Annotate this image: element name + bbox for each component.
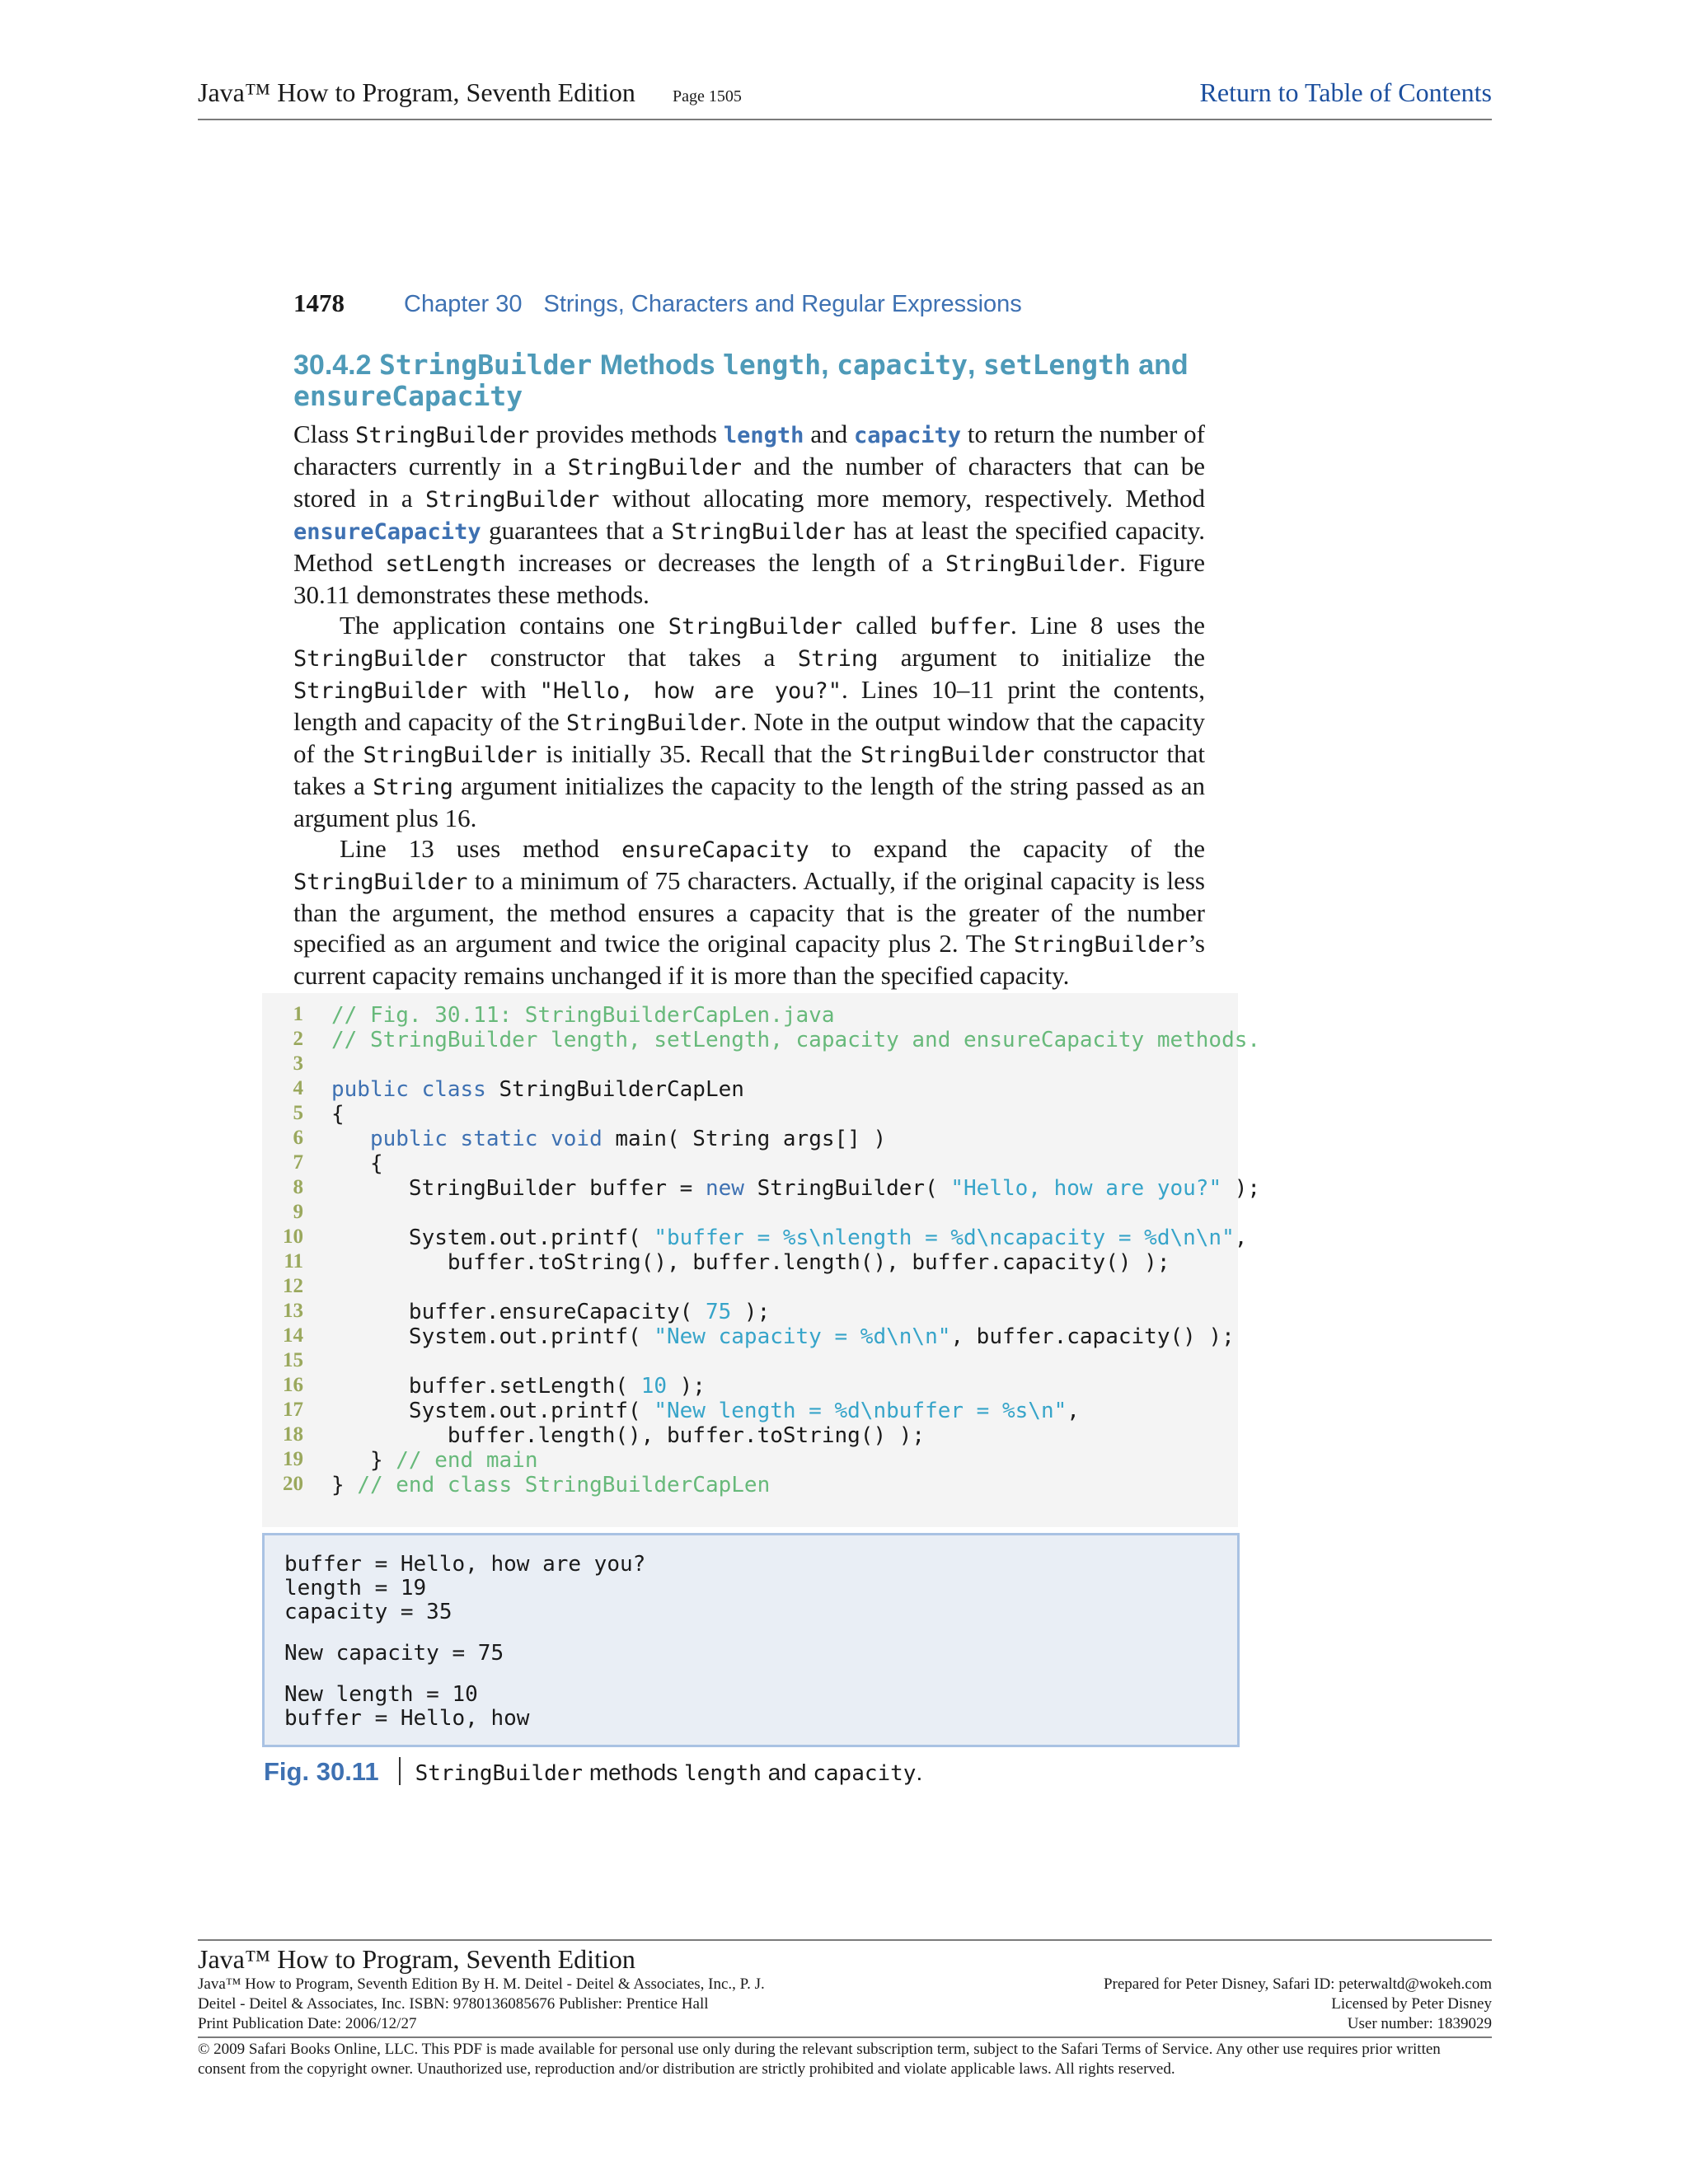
footer-title: Java™ How to Program, Seventh Edition [198, 1944, 635, 1974]
footer-row: Deitel - Deitel & Associates, Inc. ISBN: 9780136085676 Publisher: Prentice Hall Licensed by Peter Disney [198, 1995, 1492, 2013]
figure-caption: Fig. 30.11 StringBuilder methods length and capacity. [264, 1757, 923, 1786]
footer-row: Java™ How to Program, Seventh Edition By H. M. Deitel - Deitel & Associates, Inc., P. J. Prepared for Peter Disney, Safari ID: peterwaltd@wokeh.com [198, 1975, 1492, 1993]
page-footer [198, 1939, 1492, 2079]
code-listing: 1 // Fig. 30.11: StringBuilderCapLen.java 2 // StringBuilder length, setLength, capacity and ensureCapacity methods. 3 4 public class StringBuilderCapLen 5 { 6 public static void main( String args[] ) 7 { 8 StringBuilder buffer = new StringBuilder( "Hello, how are you?" ); 9 10 System.out.printf( "buffer = %s\nlength = %d\ncapacity = %d\n\n", 11 buffer.toString(), buffer.length(), buffer.capacity() ); 12 13 buffer.ensureCapacity( 75 ); 14 System.out.printf( "New capacity = %d\n\n", buffer.capacity() ); 15 16 buffer.setLength( 10 ); 17 System.out.printf( "New length = %d\nbuffer = %s\n", 18 buffer.length(), buffer.toString() ); 19 } // end main 20 } // end class StringBuilderCapLen [262, 993, 1238, 1527]
page-content [293, 288, 1205, 991]
book-title: Java™ How to Program, Seventh Edition [198, 77, 635, 107]
footer-rule [198, 1939, 1492, 1941]
figure-label: Fig. 30.11 [264, 1757, 379, 1786]
output-line: New capacity = 75 [284, 1641, 504, 1666]
output-line: capacity = 35 [284, 1600, 452, 1624]
toc-link[interactable]: Return to Table of Contents [1199, 77, 1492, 107]
paragraph-ensure-capacity: Line 13 uses method ensureCapacity to expand the capacity of the StringBuilder to a minimum of 75 characters. Actually, if the original capacity is less than the argument, the method ensures a capacity that is the greater of the number specified as an argument and twice the original capacity plus 2. The StringBuilder’s current capacity remains unchanged if it is more than the specified capacity. [293, 834, 1205, 990]
chapter-title: Strings, Characters and Regular Expressions [543, 291, 1022, 317]
page-number: 1478 [293, 288, 345, 317]
chapter-line [293, 288, 1205, 325]
paragraph-intro: Class StringBuilder provides methods length and capacity to return the number of characters currently in a StringBuilder and the number of characters that can be stored in a StringBuilder without allocating more memory, respectively. Method ensureCapacity guarantees that a StringBuilder has at least the specified capacity. Method setLength increases or decreases the length of a StringBuilder. Figure 30.11 demonstrates these methods. [293, 419, 1206, 609]
output-line: buffer = Hello, how are you? [284, 1552, 646, 1577]
running-header [198, 76, 1492, 120]
program-output [262, 1533, 1240, 1747]
section-heading: 30.4.2 StringBuilder Methods length, capacity, setLength and ensureCapacity [293, 349, 1189, 412]
caption-divider [399, 1757, 401, 1785]
paragraph-application: The application contains one StringBuilder called buffer. Line 8 uses the StringBuilder constructor that takes a String argument to initialize the StringBuilder with "Hello, how are you?". Lines 10–11 print the contents, length and capacity of the StringBuilder. Note in the output window that the capacity of the StringBuilder is initially 35. Recall that the StringBuilder constructor that takes a String argument initializes the capacity to the length of the string passed as an argument plus 16. [293, 611, 1205, 832]
output-line: buffer = Hello, how [284, 1706, 530, 1731]
footer-row: Print Publication Date: 2006/12/27 User number: 1839029 [198, 2015, 1492, 2032]
output-line: length = 19 [284, 1576, 427, 1601]
page-label: Page 1505 [673, 87, 742, 105]
output-line: New length = 10 [284, 1682, 478, 1707]
footer-copyright: © 2009 Safari Books Online, LLC. This PDF is made available for personal use only during the relevant subscription term, subject to the Safari Terms of Service. Any other use requires prior written consent from the copyright owner. Unauthorized use, reproduction and/or distribution are strictly prohibited and violate applicable laws. All rights reserved. [198, 2036, 1492, 2079]
chapter-label: Chapter 30 [404, 291, 523, 317]
